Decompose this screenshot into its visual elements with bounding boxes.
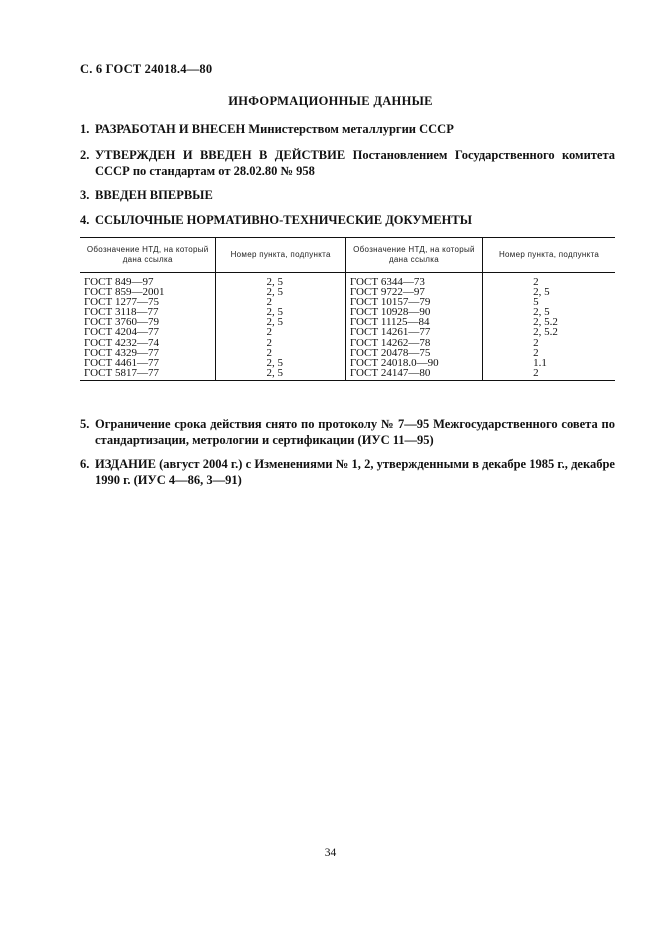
item-heading: РАЗРАБОТАН И ВНЕСЕН xyxy=(95,122,246,136)
column-header-clause-left: Номер пункта, подпункта xyxy=(216,238,345,273)
clause-number: 2 xyxy=(533,336,539,349)
reference-designation: ГОСТ 859—2001 xyxy=(84,286,165,299)
references-table xyxy=(80,237,615,381)
table-body-row xyxy=(80,273,615,381)
info-item-approved xyxy=(80,147,615,179)
reference-designation: ГОСТ 14262—78 xyxy=(349,336,431,349)
clause-number: 2, 5 xyxy=(533,286,550,299)
item-number: 1. xyxy=(80,122,90,136)
left-clauses-column xyxy=(216,273,345,381)
reference-designation: ГОСТ 24018.0—90 xyxy=(349,356,439,369)
reference-designation: ГОСТ 4329—77 xyxy=(84,346,159,359)
reference-designation: ГОСТ 3760—79 xyxy=(84,316,159,329)
column-header-designation-left: Обозначение НТД, на который дана ссылка xyxy=(80,238,216,273)
clause-number: 2, 5 xyxy=(266,316,283,329)
right-refs-column xyxy=(345,273,482,381)
reference-designation: ГОСТ 10928—90 xyxy=(349,306,431,319)
column-header-clause-right: Номер пункта, подпункта xyxy=(483,238,615,273)
reference-designation: ГОСТ 4232—74 xyxy=(84,336,159,349)
reference-designation: ГОСТ 14261—77 xyxy=(349,326,431,339)
reference-designation: ГОСТ 11125—84 xyxy=(349,316,430,329)
clause-number: 2 xyxy=(266,336,272,349)
item-number: 5. xyxy=(80,417,90,431)
reference-designation: ГОСТ 4461—77 xyxy=(84,356,159,369)
reference-designation: ГОСТ 849—97 xyxy=(84,276,154,288)
reference-designation: ГОСТ 5817—77 xyxy=(84,366,159,379)
clause-number: 2 xyxy=(533,276,539,288)
info-item-developed xyxy=(80,121,615,137)
item-number: 4. xyxy=(80,213,90,227)
clause-number: 1.1 xyxy=(533,356,547,369)
clause-number: 2, 5 xyxy=(266,286,283,299)
clause-number: 5 xyxy=(533,296,539,309)
clause-number: 2 xyxy=(266,296,272,309)
clause-number: 2 xyxy=(533,366,539,379)
clause-number: 2, 5 xyxy=(266,366,283,379)
reference-designation: ГОСТ 24147—80 xyxy=(349,366,431,379)
reference-designation: ГОСТ 6344—73 xyxy=(349,276,425,288)
info-item-edition xyxy=(80,456,615,488)
item-number: 2. xyxy=(80,148,90,162)
table-header-row xyxy=(80,238,615,273)
column-header-designation-right: Обозначение НТД, на который дана ссылка xyxy=(345,238,482,273)
clause-number: 2 xyxy=(266,346,272,359)
info-item-introduced xyxy=(80,187,615,203)
clause-number: 2 xyxy=(533,346,539,359)
clause-number: 2, 5 xyxy=(266,276,283,288)
clause-number: 2, 5 xyxy=(266,306,283,319)
item-text: Министерством металлургии СССР xyxy=(245,122,454,136)
info-item-references xyxy=(80,212,615,228)
item-number: 3. xyxy=(80,188,90,202)
item-heading: ИЗДАНИЕ xyxy=(95,457,156,471)
item-heading: ССЫЛОЧНЫЕ НОРМАТИВНО-ТЕХНИЧЕСКИЕ ДОКУМЕНТЫ xyxy=(95,213,472,227)
clause-number: 2, 5.2 xyxy=(533,326,558,339)
item-number: 6. xyxy=(80,457,90,471)
right-clauses-column xyxy=(483,273,615,381)
clause-number: 2 xyxy=(266,326,272,339)
item-text: (август 2004 г.) с Изменениями № 1, 2, утвержденными в декабре 1985 г., декабре 1990 г. (ИУС 4—86, 3—91) xyxy=(95,457,615,487)
reference-designation: ГОСТ 3118—77 xyxy=(84,306,159,319)
page-number: 34 xyxy=(324,847,337,859)
reference-designation: ГОСТ 9722—97 xyxy=(349,286,425,299)
clause-number: 2, 5 xyxy=(266,356,283,369)
left-refs-column xyxy=(80,273,216,381)
reference-designation: ГОСТ 1277—75 xyxy=(84,296,159,309)
reference-designation: ГОСТ 4204—77 xyxy=(84,326,159,339)
page-header: С. 6 ГОСТ 24018.4—80 xyxy=(80,62,213,76)
item-text: Ограничение срока действия снято по протоколу № 7—95 Межгосударственного совета по стандартизации, метрологии и сертификации (ИУС 11—95) xyxy=(95,417,615,447)
item-text: Постановлением Государственного комитета СССР по стандартам от 28.02.80 № 958 xyxy=(95,148,616,178)
reference-designation: ГОСТ 10157—79 xyxy=(349,296,431,309)
clause-number: 2, 5.2 xyxy=(533,316,558,329)
document-title: ИНФОРМАЦИОННЫЕ ДАННЫЕ xyxy=(228,94,433,108)
item-heading: УТВЕРЖДЕН И ВВЕДЕН В ДЕЙСТВИЕ xyxy=(95,148,346,162)
item-heading: ВВЕДЕН ВПЕРВЫЕ xyxy=(95,188,213,202)
reference-designation: ГОСТ 20478—75 xyxy=(349,346,431,359)
clause-number: 2, 5 xyxy=(533,306,550,319)
info-item-validity xyxy=(80,416,615,448)
